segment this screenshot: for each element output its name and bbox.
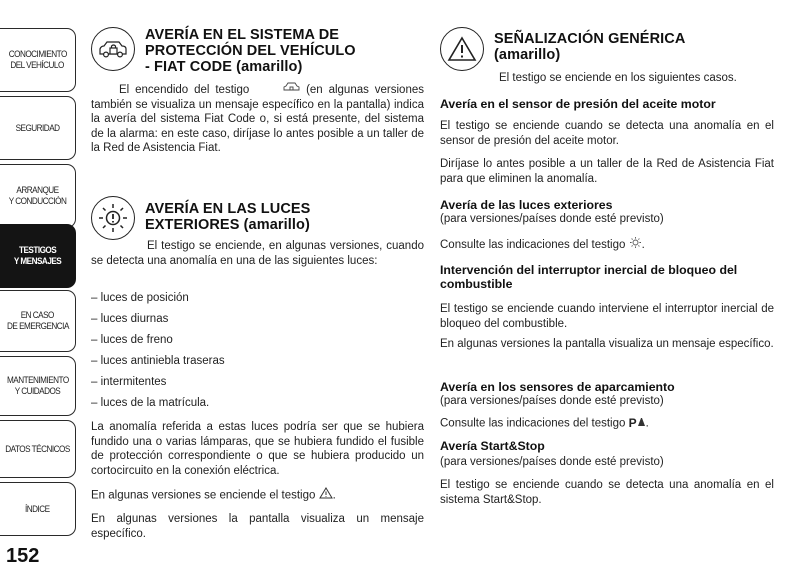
warning-triangle-icon [440, 27, 484, 71]
section-text: El testigo se enciende cuando se detecta una anomalía en el sistema Start&Stop. [440, 479, 774, 506]
title-fragment: EXTERIORES [145, 217, 240, 233]
section-text: El testigo se enciende cuando interviene el interruptor inercial de bloqueo del combustible. [440, 303, 774, 330]
tab-label: TESTIGOS [18, 245, 57, 256]
title-line: - FIAT CODE (amarillo) [145, 59, 303, 75]
section-subheading: (para versiones/países donde esté previsto) [440, 395, 664, 407]
tab-label: ÍNDICE [25, 503, 50, 515]
page-number: 152 [6, 545, 40, 567]
luces-title [145, 201, 310, 233]
tab-arranque[interactable] [0, 164, 76, 228]
section-text: Consulte las indicaciones del testigo . [440, 236, 774, 254]
text-fragment: Consulte las indicaciones del testigo [440, 417, 626, 430]
text-fragment: Consulte las indicaciones del testigo [440, 238, 626, 251]
section-heading: Avería en los sensores de aparcamiento [440, 380, 675, 394]
section-text: Diríjase lo antes posible a un taller de la Red de Asistencia Fiat para que eliminen la anomalía. [440, 158, 774, 185]
section-text: En algunas versiones la pantalla visualiza un mensaje específico. [440, 338, 774, 350]
section-subheading: (para versiones/países donde esté previsto) [440, 456, 664, 468]
tab-label: SEGURIDAD [15, 122, 60, 134]
warning-triangle-inline-icon [319, 487, 333, 504]
fiat-code-heading [91, 27, 356, 75]
title-line: PROTECCIÓN DEL VEHÍCULO [145, 43, 356, 59]
parking-sensor-inline-icon [629, 416, 646, 431]
exterior-lights-icon [91, 196, 135, 240]
fiat-code-title [145, 27, 356, 75]
tab-testigos[interactable] [0, 224, 76, 288]
tab-emergencia[interactable] [0, 290, 76, 352]
section-text: Consulte las indicaciones del testigo P . [440, 416, 649, 430]
section-heading: Avería en el sensor de presión del aceite motor [440, 97, 716, 111]
list-item: – luces diurnas [91, 313, 169, 325]
list-item: – luces antiniebla traseras [91, 355, 225, 367]
tab-label: ARRANQUE [16, 185, 59, 196]
tab-conocimiento[interactable] [0, 28, 76, 92]
text-fragment: (en algunas versiones también se visualiza un mensaje específico en la pantalla) indica la avería del sistema Fiat Code o, si está presente, del sistema de la alarma: en este caso, diríjase lo antes posible a un taller de la Red de Asistencia Fiat. [91, 83, 424, 155]
tab-label: Y MENSAJES [13, 256, 62, 267]
section-heading: Avería de las luces exteriores [440, 198, 613, 212]
section-subheading: (para versiones/países donde esté previsto) [440, 213, 664, 225]
luces-testigo-paragraph: En algunas versiones se enciende el testigo . [91, 487, 424, 504]
section-heading: Avería Start&Stop [440, 439, 545, 453]
tab-mantenimiento[interactable] [0, 356, 76, 416]
luces-intro: El testigo se enciende, en algunas versiones, cuando se detecta una anomalía en una de las siguientes luces: [91, 240, 424, 267]
icon-letter: P [628, 416, 637, 430]
tab-label: DATOS TÉCNICOS [5, 443, 70, 455]
tab-label: DE EMERGENCIA [6, 321, 69, 332]
list-item: – intermitentes [91, 376, 167, 388]
list-item: – luces de la matrícula. [91, 397, 210, 409]
fiat-code-car-icon [91, 27, 135, 71]
tab-label: DEL VEHÍCULO [10, 60, 65, 71]
fiat-code-inline-icon [255, 82, 300, 98]
tab-label: MANTENIMIENTO [6, 375, 69, 386]
exterior-lights-inline-icon [629, 236, 642, 254]
section-tabs [0, 0, 80, 540]
title-line: AVERÍA EN EL SISTEMA DE [145, 27, 340, 43]
tab-label: Y CONDUCCIÓN [8, 196, 67, 207]
generica-intro: El testigo se enciende en los siguientes casos. [499, 72, 737, 84]
section-heading: Intervención del interruptor inercial de bloqueo del combustible [440, 263, 738, 291]
text-fragment: El encendido del testigo [119, 83, 250, 96]
title-fragment: (amarillo) [243, 217, 310, 233]
generica-heading [440, 27, 685, 71]
tab-seguridad[interactable] [0, 96, 76, 160]
luces-list [91, 288, 424, 414]
section-text: El testigo se enciende cuando se detecta una anomalía en el sensor de presión del aceite motor. [440, 120, 774, 147]
title-line: SEÑALIZACIÓN GENÉRICA [494, 31, 686, 47]
text-fragment: En algunas versiones se enciende el testigo [91, 489, 316, 502]
tab-datos-tecnicos[interactable] [0, 420, 76, 478]
title-line: (amarillo) [494, 47, 561, 63]
tab-label: EN CASO [20, 310, 55, 321]
title-line: AVERÍA EN LAS LUCES [145, 201, 311, 217]
tab-indice[interactable] [0, 482, 76, 536]
tab-label: CONOCIMIENTO [8, 49, 67, 60]
tab-label: Y CUIDADOS [14, 386, 61, 397]
luces-anomalia-paragraph: La anomalía referida a estas luces podría ser que se hubiera fundido una o varias lámparas, que se hubiera fundido el fusible de protección correspondiente o que se hubiera producido un cortocircuito en la conexión eléctrica. [91, 421, 424, 477]
fiat-code-paragraph [91, 82, 424, 156]
title-line [145, 217, 310, 233]
generica-title [494, 31, 685, 63]
list-item: – luces de posición [91, 292, 189, 304]
list-item: – luces de freno [91, 334, 173, 346]
luces-heading [91, 196, 310, 240]
luces-mensaje-paragraph: En algunas versiones la pantalla visualiza un mensaje específico. [91, 513, 424, 540]
